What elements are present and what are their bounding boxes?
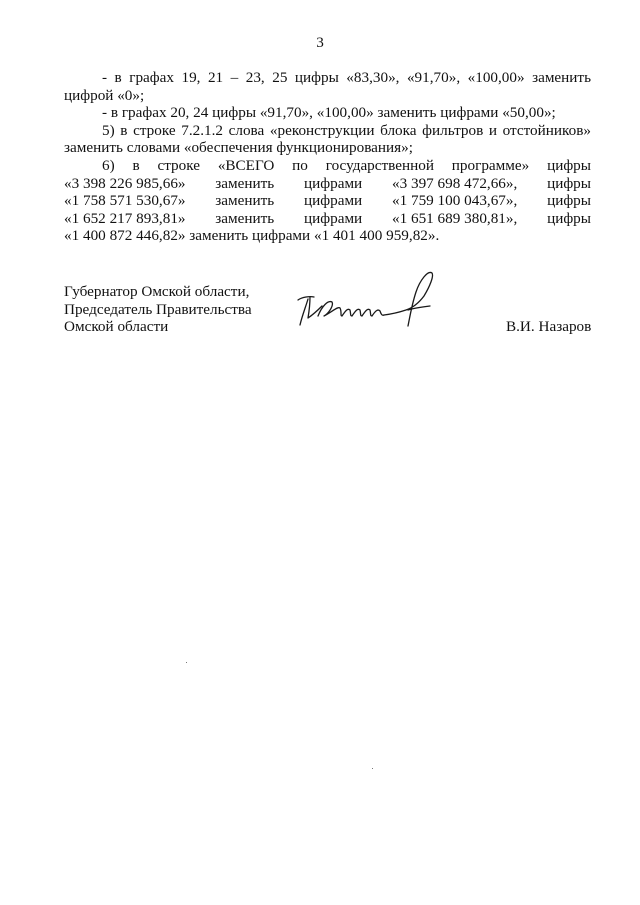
- word: заменить: [215, 192, 275, 210]
- paragraph-graphs-19-25: - в графах 19, 21 – 23, 25 цифры «83,30», «91,70», «100,00» заменить цифрой «0»;: [64, 69, 591, 104]
- word: заменить: [215, 209, 275, 227]
- handwritten-signature: [288, 270, 448, 332]
- word: цифрами: [304, 192, 363, 210]
- word: 6): [102, 156, 115, 174]
- word: «3 398 226 985,66»: [64, 174, 186, 192]
- word: «1 758 571 530,67»: [64, 192, 186, 210]
- paragraph-item-5: 5) в строке 7.2.1.2 слова «реконструкции блока фильтров и отстойников» заменить словами «обеспечения функционирования»;: [64, 121, 591, 157]
- position-line-3: Омской области: [64, 318, 169, 336]
- item-6-line-4: [64, 210, 591, 228]
- word: «3 397 698 472,66»,: [391, 174, 518, 192]
- word: цифры: [547, 156, 591, 174]
- word: «1 651 689 380,81»,: [391, 209, 518, 227]
- position-line-2: Председатель Правительства: [64, 300, 252, 318]
- word: цифры: [547, 209, 591, 227]
- word: цифрами: [304, 209, 363, 227]
- page-number: 3: [316, 34, 324, 51]
- word: «1 759 100 043,67»,: [391, 192, 518, 210]
- paragraph-graphs-20-24: - в графах 20, 24 цифры «91,70», «100,00» заменить цифрами «50,00»;: [102, 104, 556, 122]
- paragraph-item-6: [64, 157, 591, 245]
- document-body: [64, 69, 591, 245]
- word: заменить: [215, 174, 275, 192]
- signer-name: В.И. Назаров: [506, 318, 592, 335]
- position-line-1: Губернатор Омской области,: [64, 283, 250, 300]
- word: цифрами: [304, 174, 363, 192]
- word: цифры: [547, 174, 591, 192]
- item-6-line-2: [64, 175, 591, 193]
- word: «1 652 217 893,81»: [64, 209, 186, 227]
- word: в: [132, 156, 140, 174]
- item-6-line-1: [64, 157, 591, 175]
- word: государственной: [325, 156, 434, 174]
- scan-speck: [372, 768, 373, 769]
- signatory-position: [64, 283, 252, 336]
- item-6-line-3: [64, 192, 591, 210]
- scan-speck: [186, 662, 187, 663]
- item-6-line-5: «1 400 872 446,82» заменить цифрами «1 401 400 959,82».: [64, 227, 440, 245]
- word: «ВСЕГО: [217, 156, 275, 174]
- word: по: [292, 156, 308, 174]
- word: программе»: [451, 156, 530, 174]
- word: строке: [157, 156, 200, 174]
- word: цифры: [547, 192, 591, 210]
